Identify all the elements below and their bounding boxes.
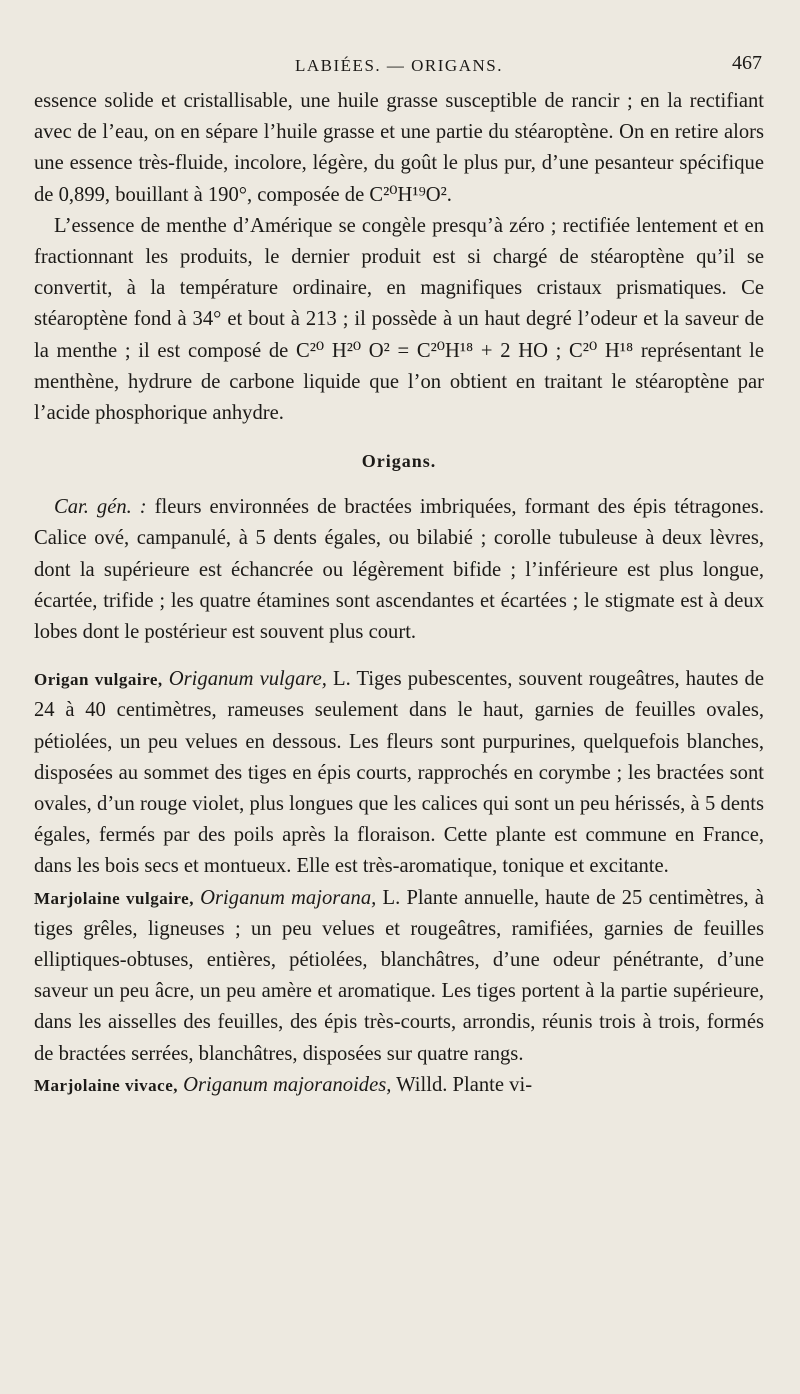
entry-latin: Origanum majorana, (200, 886, 377, 909)
paragraph-menthe-amerique: L’essence de menthe d’Amérique se congèle presqu’à zéro ; rectifiée lentement et en fractionnant les produits, le dernier produit est si chargé de stéaroptène qu’il se convertit, à la température ordinaire, en magnifiques cristaux prismatiques. Ce stéaroptène fond à 34° et bout à 213 ; il possède à un haut degré l’odeur et la saveur de la menthe ; il est composé de C²⁰ H²⁰ O² = C²⁰H¹⁸ + 2 HO ; C²⁰ H¹⁸ représentant le menthène, hydrure de carbone liquide que l’on obtient en traitant le stéaroptène par l’acide phosphorique anhydre. (34, 214, 764, 425)
char-text: fleurs environnées de bractées imbriquées, formant des épis tétragones. Calice ové, campanulé, à 5 dents égales, ou bilabié ; corolle tubuleuse à deux lèvres, dont la supérieure est échancrée ou légèrement bifide ; l’inférieure est plus longue, écartée, trifide ; les quatre étamines sont ascendantes et écartées ; le stigmate est à deux lobes dont le postérieur est souvent plus court. (34, 496, 765, 644)
entry-marjolaine-vulgaire (34, 883, 764, 1070)
entry-name: Origan vulgaire, (34, 670, 163, 690)
paragraph-essence-solide: essence solide et cristallisable, une huile grasse susceptible de rancir ; en la rectifiant avec de l’eau, on en sépare l’huile grasse et une partie du stéaroptène. On en retire alors une essence très-fluide, incolore, légère, du goût le plus pur, d’une pesanteur spécifique de 0,899, bouillant à 190°, composée de C²⁰H¹⁹O². (34, 90, 764, 206)
paragraph-caracteres-generaux (34, 492, 764, 648)
entry-latin: Origanum vulgare, (168, 668, 327, 691)
entry-name: Marjolaine vivace, (34, 1075, 179, 1095)
entry-text: Willd. Plante vi- (391, 1073, 533, 1096)
entry-name: Marjolaine vulgaire, (34, 888, 194, 908)
char-lead: Car. gén. : (54, 496, 147, 519)
entry-origan-vulgaire (34, 664, 764, 882)
entry-latin: Origanum majoranoides, (183, 1073, 392, 1096)
running-title: LABIÉES. — ORIGANS. (295, 56, 503, 75)
running-head (34, 52, 764, 86)
entry-marjolaine-vivace (34, 1070, 764, 1101)
section-heading: Origans. (361, 451, 437, 472)
entry-text: L. Tiges pubescentes, souvent rougeâtres, hautes de 24 à 40 centimètres, rameuses seulement dans le haut, garnies de feuilles ovales, pétiolées, un peu velues en dessous. Les fleurs sont purpurines, quelquefois blanches, disposées au sommet des tiges en épis courts, rapprochés en corymbe ; les bractées sont ovales, d’un rouge violet, plus longues que les calices qui sont un peu hérissés, à 5 dents égales, fermés par des poils après la floraison. Cette plante est commune en France, dans les bois secs et montueux. Elle est très-aromatique, tonique et excitante. (34, 668, 764, 878)
page-number: 467 (732, 52, 762, 74)
entry-text: L. Plante annuelle, haute de 25 centimètres, à tiges grêles, ligneuses ; un peu velues et rougeâtres, ramifiées, garnies de feuilles elliptiques-obtuses, entières, pétiolées, blanchâtres, d’une odeur pénétrante, d’une saveur un peu âcre, un peu amère et aromatique. Les tiges portent à la partie supérieure, dans les aisselles des feuilles, des épis très-courts, arrondis, réunis trois à trois, formés de bractées serrées, blanchâtres, disposées sur quatre rangs. (34, 886, 764, 1065)
